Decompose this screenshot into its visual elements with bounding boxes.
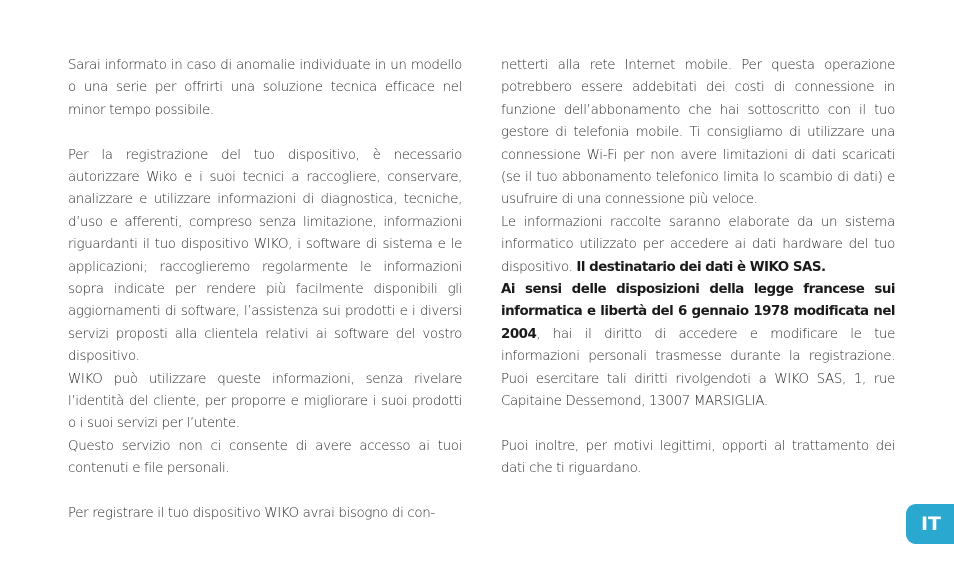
data-processing-text: Le informazioni raccolte saranno elaborate da un sistema informatico utilizzato per accedere ai dati hardware del tuo dispositivo.	[501, 214, 895, 275]
paragraph-mobile-connection: netterti alla rete Internet mobile. Per questa operazione potrebbero essere addebitati dei costi di connessione in funzione dell’abbonamento che hai sottoscritto con il tuo gestore di telefonia mobile. Ti consigliamo di utilizzare una connessione Wi-Fi per non avere limitazioni di dati scaricati (se il tuo abbonamento telefonico limita lo scambio di dati) e usufruire di una connessione più veloce.	[501, 58, 895, 208]
paragraph-data-processing	[501, 212, 895, 279]
french-law-bold: Ai sensi delle disposizioni della legge francese sui informatica e libertà del 6 gennaio 1978 modificata nel 2004	[501, 282, 895, 342]
paragraph-wiko-usage: WIKO può utilizzare queste informazioni, senza rivelare l’identità del cliente, per proporre e migliorare i suoi prodotti o i suoi servizi per l’utente.	[68, 371, 462, 432]
data-recipient-bold: Il destinatario dei dati è WIKO SAS.	[576, 259, 826, 275]
language-tab: IT	[906, 504, 954, 544]
paragraph-register-device: Per registrare il tuo dispositivo WIKO avrai bisogno di con-	[68, 506, 435, 522]
paragraph-anomalies: Sarai informato in caso di anomalie individuate in un modello o una serie per offrirti una soluzione tecnica efficace nel minor tempo possibile.	[68, 58, 462, 118]
right-column	[501, 55, 895, 481]
paragraph-no-access: Questo servizio non ci consente di avere accesso ai tuoi contenuti e file personali.	[68, 438, 462, 477]
legal-rights-text: , hai il diritto di accedere e modificare le tue informazioni personali trasmesse durante la registrazione. Puoi esercitare tali diritti rivolgendoti a WIKO SAS, 1, rue Capitaine Dessemond, 13007 MARSIGLIA.	[501, 326, 895, 410]
paragraph-registration-consent: Per la registrazione del tuo dispositivo, è necessario autorizzare Wiko e i suoi tecnici a raccogliere, conservare, analizzare e utilizzare informazioni di diagnostica, tecniche, d’uso e afferenti, compreso senza limitazione, informazioni riguardanti il tuo dispositivo WIKO, i software di sistema e le applicazioni; raccoglieremo regolarmente le informazioni sopra indicate per rendere più facilmente disponibili gli aggiornamenti di software, l’assistenza sui prodotti e i diversi servizi proposti alla clientela relativi ai software del vostro dispositivo.	[68, 147, 462, 365]
paragraph-legal-rights	[501, 279, 895, 413]
paragraph-opposition: Puoi inoltre, per motivi legittimi, opporti al trattamento dei dati che ti riguardano.	[501, 438, 895, 477]
left-column	[68, 55, 462, 526]
